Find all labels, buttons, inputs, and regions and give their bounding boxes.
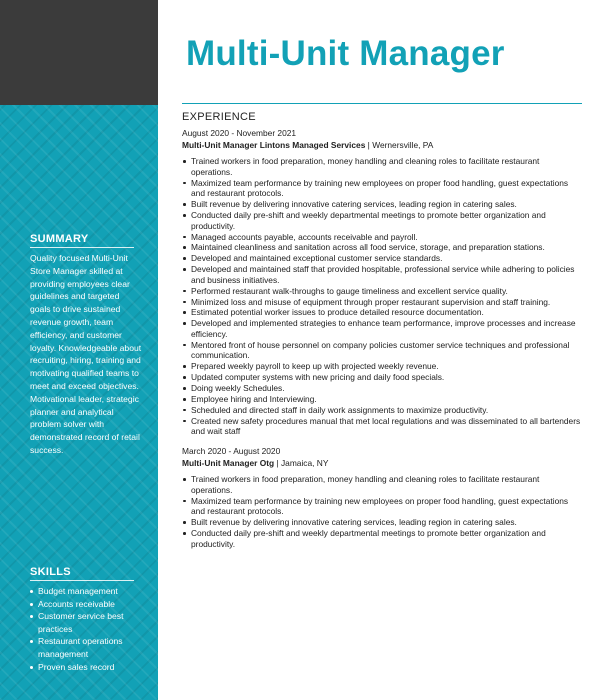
job-bullet: Employee hiring and Interviewing.: [182, 394, 582, 405]
job-bullet: Built revenue by delivering innovative catering services, leading region in catering sales.: [182, 517, 582, 528]
job-bullet: Maximized team performance by training new employees on proper food handling, guest expectations and restaurant protocols.: [182, 496, 582, 517]
skills-heading: SKILLS: [30, 566, 71, 578]
job-bullet: Maintained cleanliness and sanitation across all food service, storage, and preparation stations.: [182, 242, 582, 253]
experience-section: [182, 128, 582, 558]
resume-name-title: Multi-Unit Manager: [186, 34, 505, 73]
job-entry: [182, 446, 582, 549]
job-bullet: Mentored front of house personnel on company policies customer service techniques and professional communication.: [182, 340, 582, 361]
header-divider: [182, 103, 582, 104]
job-title-line: [182, 140, 582, 151]
job-bullets: [182, 474, 582, 549]
job-bullet: Trained workers in food preparation, money handling and cleaning roles to facilitate restaurant operations.: [182, 156, 582, 177]
sidebar-header-block: [0, 0, 158, 105]
job-bullet: Estimated potential worker issues to produce detailed resource documentation.: [182, 307, 582, 318]
sidebar: [0, 105, 158, 700]
job-separator: |: [274, 457, 281, 468]
job-bullet: Created new safety procedures manual that met local regulations and was disseminated to all bartenders and wait staff: [182, 416, 582, 437]
job-bullet: Conducted daily pre-shift and weekly departmental meetings to promote better organization and productivity.: [182, 210, 582, 231]
experience-heading: EXPERIENCE: [182, 111, 256, 123]
job-separator: |: [365, 139, 373, 150]
job-title: Multi-Unit Manager Otg: [182, 457, 275, 468]
job-entry: [182, 128, 582, 437]
summary-heading: SUMMARY: [30, 233, 89, 245]
job-location: Jamaica, NY: [280, 457, 329, 468]
job-bullet: Developed and maintained exceptional customer service standards.: [182, 253, 582, 264]
job-bullet: Developed and implemented strategies to enhance team performance, improve processes and increase efficiency.: [182, 318, 582, 339]
job-bullet: Minimized loss and misuse of equipment through proper restaurant supervision and staff training.: [182, 297, 582, 308]
job-bullet: Conducted daily pre-shift and weekly departmental meetings to promote better organization and productivity.: [182, 528, 582, 549]
skill-item: Accounts receivable: [30, 598, 150, 611]
skill-item: Customer service best practices: [30, 610, 150, 635]
skills-divider: [30, 580, 134, 581]
skill-item: Restaurant operations management: [30, 635, 150, 660]
job-dates: August 2020 - November 2021: [182, 128, 297, 138]
skills-list: [30, 585, 150, 673]
summary-divider: [30, 247, 134, 248]
skill-item: Proven sales record: [30, 661, 150, 674]
job-location: Wernersville, PA: [372, 139, 434, 150]
job-bullet: Updated computer systems with new pricing and daily food specials.: [182, 372, 582, 383]
job-bullet: Performed restaurant walk-throughs to gauge timeliness and excellent service quality.: [182, 286, 582, 297]
job-bullet: Doing weekly Schedules.: [182, 383, 582, 394]
job-bullet: Built revenue by delivering innovative catering services, leading region in catering sales.: [182, 199, 582, 210]
job-title-line: [182, 458, 582, 469]
job-bullet: Developed and maintained staff that provided hospitable, professional service while adhering to policies and business initiatives.: [182, 264, 582, 285]
job-dates: March 2020 - August 2020: [182, 445, 281, 456]
job-bullets: [182, 156, 582, 437]
job-bullet: Managed accounts payable, accounts receivable and payroll.: [182, 232, 582, 243]
job-bullet: Scheduled and directed staff in daily work assignments to maximize productivity.: [182, 405, 582, 416]
job-title: Multi-Unit Manager Lintons Managed Services: [182, 139, 366, 150]
job-bullet: Prepared weekly payroll to keep up with projected weekly revenue.: [182, 361, 582, 372]
summary-text: Quality focused Multi-Unit Store Manager skilled at providing employees clear guidelines and targeted goals to drive sustained revenue growth, team efficiency, and customer loyalty. Knowledgeable about recruiting, hiring, training and motivating qualified teams to meet and exceed objectives. Motivational leader, strategic planner and analytical problem solver with demonstrated record of retail success.: [30, 253, 142, 455]
job-bullet: Maximized team performance by training new employees on proper food handling, guest expectations and restaurant protocols.: [182, 178, 582, 199]
skill-item: Budget management: [30, 585, 150, 598]
job-bullet: Trained workers in food preparation, money handling and cleaning roles to facilitate restaurant operations.: [182, 474, 582, 495]
